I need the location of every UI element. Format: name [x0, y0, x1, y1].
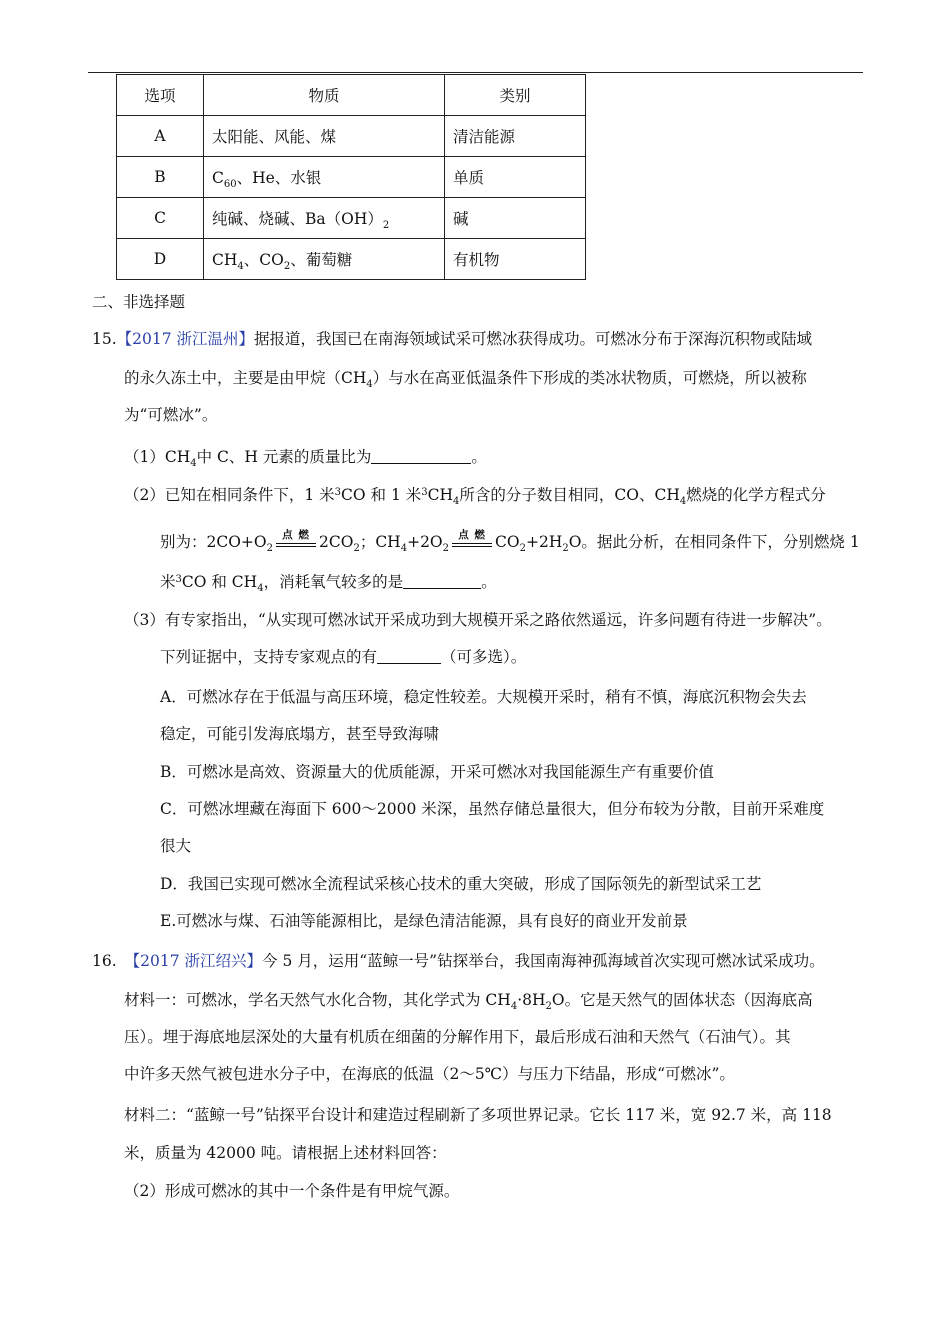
- q16-line-1: 16. 【2017 浙江绍兴】今 5 月，运用“蓝鲸一号”钻探举台，我国南海神孤海域首次实现可燃冰试采成功。: [92, 952, 825, 970]
- table-row: [117, 116, 586, 157]
- table-cell-category: 碱: [445, 198, 586, 239]
- table-cell-category: 有机物: [445, 239, 586, 280]
- q16-material-2-line-2: 米，质量为 42000 吨。请根据上述材料回答：: [124, 1144, 447, 1162]
- table-cell-substance: 纯碱、烧碱、$Ba(OH)_2$: [204, 198, 445, 239]
- q15-part-2-line-1: （2）已知在相同条件下，1 米$^3$CO 和 1 米$^3CH_4$所含的分子数目相同，CO、$CH_4$燃烧的化学方程式分: [124, 486, 826, 507]
- table-cell-option: C: [117, 198, 204, 239]
- q16-part-2: （2）形成可燃冰的其中一个条件是有甲烷气源。: [124, 1182, 460, 1200]
- q15-part-3-line-2: 下列证据中，支持专家观点的有 （可多选）。: [160, 648, 527, 666]
- table-cell-option: D: [117, 239, 204, 280]
- answer-blank[interactable]: [371, 449, 471, 464]
- table-row: [117, 239, 586, 280]
- q16-material-1-line-1: 材料一：可燃冰，学名天然气水化合物，其化学式为 $CH_4\cdot 8H_2O$。它是天然气的固体状态（因海底高: [124, 991, 813, 1012]
- ignition-condition-sign: 点 燃: [452, 532, 492, 554]
- table-cell-substance: $CH_4$、$CO_2$、葡萄糖: [204, 239, 445, 280]
- answer-blank[interactable]: [377, 649, 441, 664]
- q15-line-1: 15.【2017 浙江温州】据报道，我国已在南海领域试采可燃冰获得成功。可燃冰分布于深海沉积物或陆域: [92, 330, 813, 348]
- q16-material-1-line-2: 压）。埋于海底地层深处的大量有机质在细菌的分解作用下，最后形成石油和天然气（石油气）。其: [124, 1028, 791, 1046]
- q15-option-d: D．我国已实现可燃冰全流程试采核心技术的重大突破，形成了国际领先的新型试采工艺: [160, 875, 762, 893]
- table-row: [117, 198, 586, 239]
- answer-blank[interactable]: [403, 574, 481, 589]
- q15-source: 【2017 浙江温州】: [116, 330, 255, 348]
- ignition-condition-sign: 点 燃: [276, 532, 316, 554]
- q15-option-c-line-2: 很大: [160, 837, 192, 855]
- q16-source: 【2017 浙江绍兴】: [124, 952, 263, 970]
- q15-option-b: B．可燃冰是高效、资源量大的优质能源，开采可燃冰对我国能源生产有重要价值: [160, 763, 714, 781]
- q16-material-1-line-3: 中许多天然气被包进水分子中，在海底的低温（2～5℃）与压力下结晶，形成“可燃冰”。: [124, 1065, 735, 1083]
- table-cell-substance: $C_{60}$、He、水银: [204, 157, 445, 198]
- q15-line-3: 为“可燃冰”。: [124, 406, 218, 424]
- table-header-substance: 物质: [204, 75, 445, 116]
- table-cell-category: 单质: [445, 157, 586, 198]
- header-rule: [88, 72, 863, 73]
- q15-option-a-line-2: 稳定，可能引发海底塌方，甚至导致海啸: [160, 725, 440, 743]
- table-cell-option: B: [117, 157, 204, 198]
- q15-part-3-line-1: （3）有专家指出，“从实现可燃冰试开采成功到大规模开采之路依然遥远，许多问题有待进一步解决”。: [124, 611, 832, 629]
- table-header-row: [117, 75, 586, 116]
- q16-material-2-line-1: 材料二：“蓝鲸一号”钻探平台设计和建造过程刷新了多项世界记录。它长 117 米，宽 92.7 米，高 118: [124, 1106, 832, 1124]
- options-table: [116, 74, 586, 280]
- table-cell-substance: 太阳能、风能、煤: [204, 116, 445, 157]
- table-cell-option: A: [117, 116, 204, 157]
- q15-option-e: E.可燃冰与煤、石油等能源相比，是绿色清洁能源，具有良好的商业开发前景: [160, 912, 688, 930]
- q15-equation-line: 别为：$2CO+O_2$ 点 燃 $2CO_2$；$CH_4+2O_2$ 点 燃 $CO_2+2H_2O$。据此分析，在相同条件下，分别燃烧 1: [160, 529, 860, 554]
- table-cell-category: 清洁能源: [445, 116, 586, 157]
- table-row: [117, 157, 586, 198]
- q15-line-2: 的永久冻土中，主要是由甲烷$(CH_4)$与水在高亚低温条件下形成的类冰状物质，可燃烧，所以被称: [124, 369, 807, 390]
- question-number: 15.: [92, 330, 117, 348]
- section-title: 二、非选择题: [92, 293, 186, 311]
- q15-option-a-line-1: A．可燃冰存在于低温与高压环境，稳定性较差。大规模开采时，稍有不慎，海底沉积物会失去: [160, 688, 807, 706]
- q15-option-c-line-1: C．可燃冰埋藏在海面下 600～2000 米深，虽然存储总量很大，但分布较为分散，目前开采难度: [160, 800, 825, 818]
- q15-part-1: $(1)CH_4$中 C、H 元素的质量比为 。: [124, 448, 487, 469]
- table-header-option: 选项: [117, 75, 204, 116]
- table-header-category: 类别: [445, 75, 586, 116]
- q15-part-2-line-3: 米$^3$CO 和 $CH_4$，消耗氧气较多的是 。: [160, 573, 497, 594]
- question-number: 16.: [92, 952, 117, 970]
